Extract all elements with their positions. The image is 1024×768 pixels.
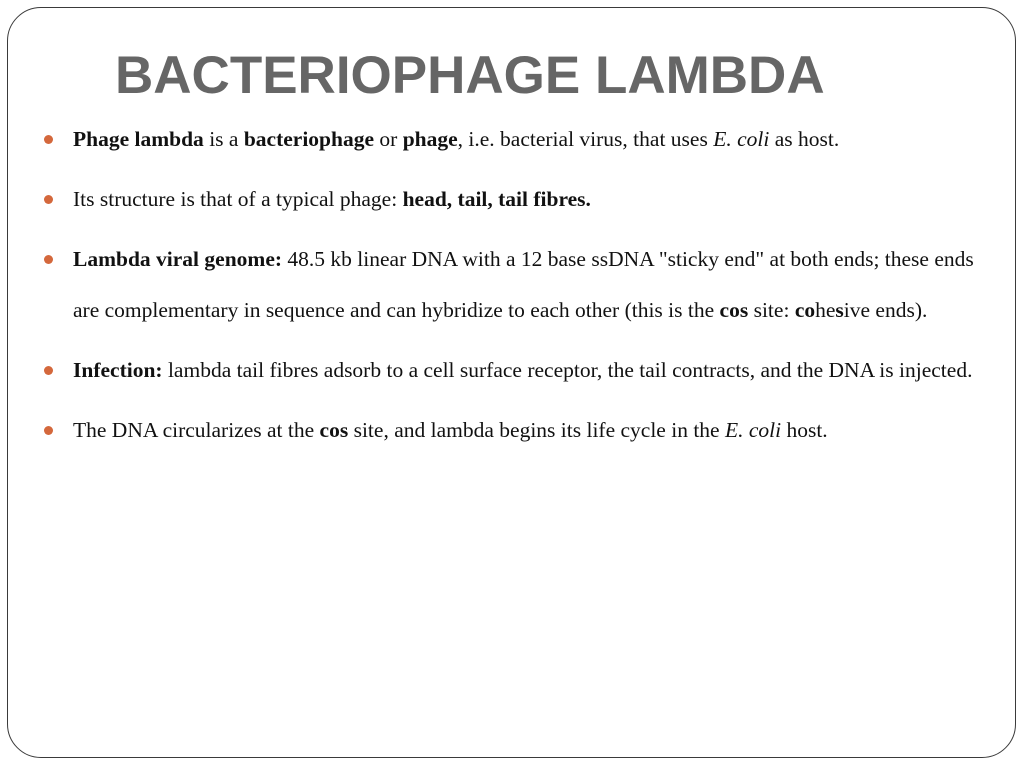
bold-text: Infection: xyxy=(73,358,163,382)
text-segment: The DNA circularizes at the xyxy=(73,418,320,442)
bold-text: Phage lambda xyxy=(73,127,204,151)
text-segment: or xyxy=(374,127,403,151)
bullet-dot-icon xyxy=(44,426,53,435)
bullet-item xyxy=(44,234,979,336)
slide-title: BACTERIOPHAGE LAMBDA xyxy=(115,46,825,105)
bold-text: cos xyxy=(719,298,749,322)
text-segment: lambda tail fibres adsorb to a cell surface receptor, the tail contracts, and the DNA is injected. xyxy=(162,358,973,382)
bullet-text xyxy=(73,358,972,382)
bullet-dot-icon xyxy=(44,366,53,375)
text-segment: 48.5 kb linear DNA with a 12 base ssDNA "sticky end" at both ends; these ends are complementary in sequence and can hybridize to each other (this is the xyxy=(73,247,974,322)
text-segment: Its structure is that of a typical phage: xyxy=(73,187,403,211)
bullet-item xyxy=(44,174,979,225)
bullet-dot-icon xyxy=(44,195,53,204)
text-segment: site: xyxy=(748,298,795,322)
bold-text: Lambda viral genome: xyxy=(73,247,283,271)
bullet-item xyxy=(44,345,979,396)
text-segment: ive ends). xyxy=(843,298,928,322)
text-segment: , i.e. bacterial virus, that uses xyxy=(457,127,714,151)
bullet-text xyxy=(73,187,591,211)
bold-text: s xyxy=(835,298,844,322)
bullet-list xyxy=(44,114,979,465)
text-segment: as host. xyxy=(769,127,840,151)
bullet-item xyxy=(44,405,979,456)
bullet-dot-icon xyxy=(44,255,53,264)
bullet-text xyxy=(73,247,974,322)
italic-text: E. coli xyxy=(713,127,770,151)
bold-text: head, tail, tail fibres. xyxy=(402,187,591,211)
text-segment: host. xyxy=(781,418,828,442)
text-segment: he xyxy=(815,298,836,322)
text-segment: is a xyxy=(203,127,244,151)
bold-text: phage xyxy=(402,127,458,151)
bullet-text xyxy=(73,418,828,442)
bold-text: co xyxy=(794,298,816,322)
italic-text: E. coli xyxy=(724,418,782,442)
bullet-text xyxy=(73,127,839,151)
bullet-item xyxy=(44,114,979,165)
bold-text: bacteriophage xyxy=(243,127,375,151)
bullet-dot-icon xyxy=(44,135,53,144)
bold-text: cos xyxy=(319,418,349,442)
text-segment: site, and lambda begins its life cycle in the xyxy=(348,418,725,442)
